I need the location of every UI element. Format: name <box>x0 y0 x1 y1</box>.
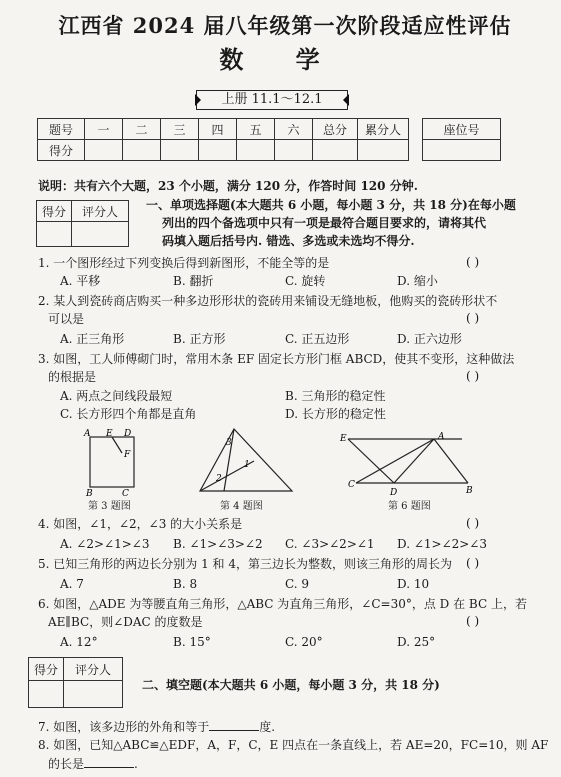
q6-stem-cont: AE∥BC，则∠DAC 的度数是 <box>48 615 203 629</box>
figure-4-caption: 第 4 题图 <box>220 501 263 512</box>
score-input-cell[interactable] <box>161 140 199 161</box>
q5-option-b: B. 8 <box>173 577 198 591</box>
grader-score-label: 得分 <box>37 201 72 222</box>
label-d6: D <box>390 488 398 497</box>
q5-option-a: A. 7 <box>60 577 84 591</box>
section2-grader-box <box>28 657 123 708</box>
q5-option-c: C. 9 <box>285 577 310 591</box>
grader-score-cell[interactable] <box>29 681 64 708</box>
label-d: D <box>124 429 132 439</box>
q2-answer-paren[interactable]: ( ) <box>466 311 480 325</box>
q7-answer-blank[interactable] <box>209 718 259 731</box>
q5-option-d: D. 10 <box>397 577 430 591</box>
q2-option-b: B. 正方形 <box>173 332 226 346</box>
q4-option-c: C. ∠3>∠2>∠1 <box>285 537 375 551</box>
section2-heading: 二、填空题(本大题共 6 小题，每小题 3 分，共 18 分) <box>142 678 440 692</box>
q1-option-c: C. 旋转 <box>285 274 326 288</box>
segment-da <box>394 439 434 483</box>
q2-option-a: A. 正三角形 <box>60 332 125 346</box>
label-b6: B <box>466 486 473 496</box>
exam-title: 江西省 2024 届八年级第一次阶段适应性评估 <box>58 13 512 38</box>
figure-6-triangles <box>338 425 480 497</box>
figure-6-caption: 第 6 题图 <box>388 501 431 512</box>
q6-option-b: B. 15° <box>173 635 211 649</box>
q1-stem: 1. 一个图形经过下列变换后得到新图形，不能全等的是 <box>38 256 330 270</box>
grader-reviewer-label: 评分人 <box>72 201 129 222</box>
q7-stem-end: 度. <box>259 720 276 734</box>
angle-2-label: 2 <box>216 474 222 484</box>
grader-reviewer-label: 评分人 <box>64 658 123 681</box>
label-c6: C <box>348 480 355 490</box>
grader-reviewer-cell[interactable] <box>64 681 123 708</box>
score-header-cell: 二 <box>123 119 161 140</box>
q8-stem: 8. 如图，已知△ABC≌△EDF，A，F，C，E 四点在一条直线上，若 AE=20，FC=10，则 AF <box>38 738 549 752</box>
score-input-cell[interactable] <box>358 140 409 161</box>
score-input-cell[interactable] <box>237 140 275 161</box>
q4-option-d: D. ∠1>∠2>∠3 <box>397 537 487 551</box>
q8-line2 <box>48 755 138 773</box>
q3-option-b: B. 三角形的稳定性 <box>285 389 386 403</box>
q3-stem: 3. 如图，工人师傅砌门时，常用木条 EF 固定长方形门框 ABCD，使其不变形，这种做法 <box>38 352 515 366</box>
score-input-cell[interactable] <box>275 140 313 161</box>
score-input-cell[interactable] <box>85 140 123 161</box>
q7-line <box>38 718 275 736</box>
angle-1-label: 1 <box>244 460 250 470</box>
q3-answer-paren[interactable]: ( ) <box>466 369 480 383</box>
seat-table <box>422 118 501 161</box>
q1-answer-paren[interactable]: ( ) <box>466 255 480 269</box>
q2-option-d: D. 正六边形 <box>397 332 462 346</box>
score-input-cell[interactable] <box>199 140 237 161</box>
score-header-cell: 一 <box>85 119 123 140</box>
q5-answer-paren[interactable]: ( ) <box>466 556 480 570</box>
score-header-cell: 累分人 <box>358 119 409 140</box>
q6-answer-paren[interactable]: ( ) <box>466 614 480 628</box>
segment-ab <box>434 439 468 483</box>
q4-option-a: A. ∠2>∠1>∠3 <box>60 537 150 551</box>
score-table <box>37 118 409 161</box>
score-row-label: 得分 <box>38 140 85 161</box>
label-e: E <box>106 429 113 439</box>
q1-option-d: D. 缩小 <box>397 274 438 288</box>
q8-answer-blank[interactable] <box>84 755 134 768</box>
exam-note: 说明：共有六个大题，23 个小题，满分 120 分，作答时间 120 分钟. <box>38 179 418 193</box>
q3-option-c: C. 长方形四个角都是直角 <box>60 407 197 421</box>
q6-option-d: D. 25° <box>397 635 436 649</box>
section1-grader-box <box>36 200 129 247</box>
figure-4-triangle <box>196 425 296 497</box>
q2-stem-cont: 可以是 <box>48 312 85 326</box>
score-header-cell: 四 <box>199 119 237 140</box>
score-header-cell: 题号 <box>38 119 85 140</box>
score-header-cell: 三 <box>161 119 199 140</box>
q1-option-a: A. 平移 <box>60 274 101 288</box>
score-input-cell[interactable] <box>123 140 161 161</box>
chapter-range: 上册 11.1～12.1 <box>196 90 348 110</box>
angle-3-label: 3 <box>226 438 232 448</box>
q4-stem: 4. 如图，∠1，∠2，∠3 的大小关系是 <box>38 517 243 531</box>
label-e6: E <box>340 434 347 444</box>
label-c: C <box>122 489 129 497</box>
score-header-cell: 总分 <box>313 119 358 140</box>
label-a6: A <box>438 432 445 442</box>
grader-score-cell[interactable] <box>37 222 72 247</box>
q5-stem: 5. 已知三角形的两边长分别为 1 和 4，第三边长为整数，则该三角形的周长为 <box>38 557 452 571</box>
q8-stem-cont: 的长是 <box>48 757 85 771</box>
grader-score-label: 得分 <box>29 658 64 681</box>
q4-option-b: B. ∠1>∠3>∠2 <box>173 537 263 551</box>
q2-option-c: C. 正五边形 <box>285 332 350 346</box>
grader-reviewer-cell[interactable] <box>72 222 129 247</box>
door-rectangle <box>90 437 134 487</box>
label-b: B <box>86 489 93 497</box>
label-f: F <box>124 450 131 460</box>
label-a: A <box>84 429 91 439</box>
subject-title: 数 学 <box>219 45 342 74</box>
segment-ca <box>356 439 434 483</box>
score-header-cell: 五 <box>237 119 275 140</box>
q1-option-b: B. 翻折 <box>173 274 214 288</box>
q3-option-a: A. 两点之间线段最短 <box>60 389 173 403</box>
figure-3-door-frame <box>78 425 148 497</box>
section1-heading: 一、单项选择题(本大题共 6 小题，每小题 3 分，共 18 分)在每小题 <box>146 198 516 212</box>
segment-ed <box>348 439 394 483</box>
figure-3-caption: 第 3 题图 <box>88 501 131 512</box>
brace-ef <box>112 437 122 453</box>
seat-input-cell[interactable] <box>423 140 501 161</box>
q2-stem: 2. 某人到瓷砖商店购买一种多边形形状的瓷砖用来铺设无缝地板，他购买的瓷砖形状不 <box>38 294 498 308</box>
seat-label: 座位号 <box>423 119 501 140</box>
q6-stem: 6. 如图，△ADE 为等腰直角三角形，△ABC 为直角三角形，∠C=30°，点 D 在 BC 上，若 <box>38 597 527 611</box>
q3-stem-cont: 的根据是 <box>48 370 97 384</box>
q8-stem-end: . <box>134 757 138 771</box>
score-input-cell[interactable] <box>313 140 358 161</box>
q6-option-c: C. 20° <box>285 635 323 649</box>
section1-line2: 列出的四个备选项中只有一项是最符合题目要求的，请将其代 <box>162 216 487 230</box>
q6-option-a: A. 12° <box>60 635 98 649</box>
q4-answer-paren[interactable]: ( ) <box>466 516 480 530</box>
q3-option-d: D. 长方形的稳定性 <box>285 407 386 421</box>
score-header-cell: 六 <box>275 119 313 140</box>
q7-stem: 7. 如图，该多边形的外角和等于 <box>38 720 210 734</box>
section1-line3: 码填入题后括号内. 错选、多选或未选均不得分. <box>162 234 415 248</box>
